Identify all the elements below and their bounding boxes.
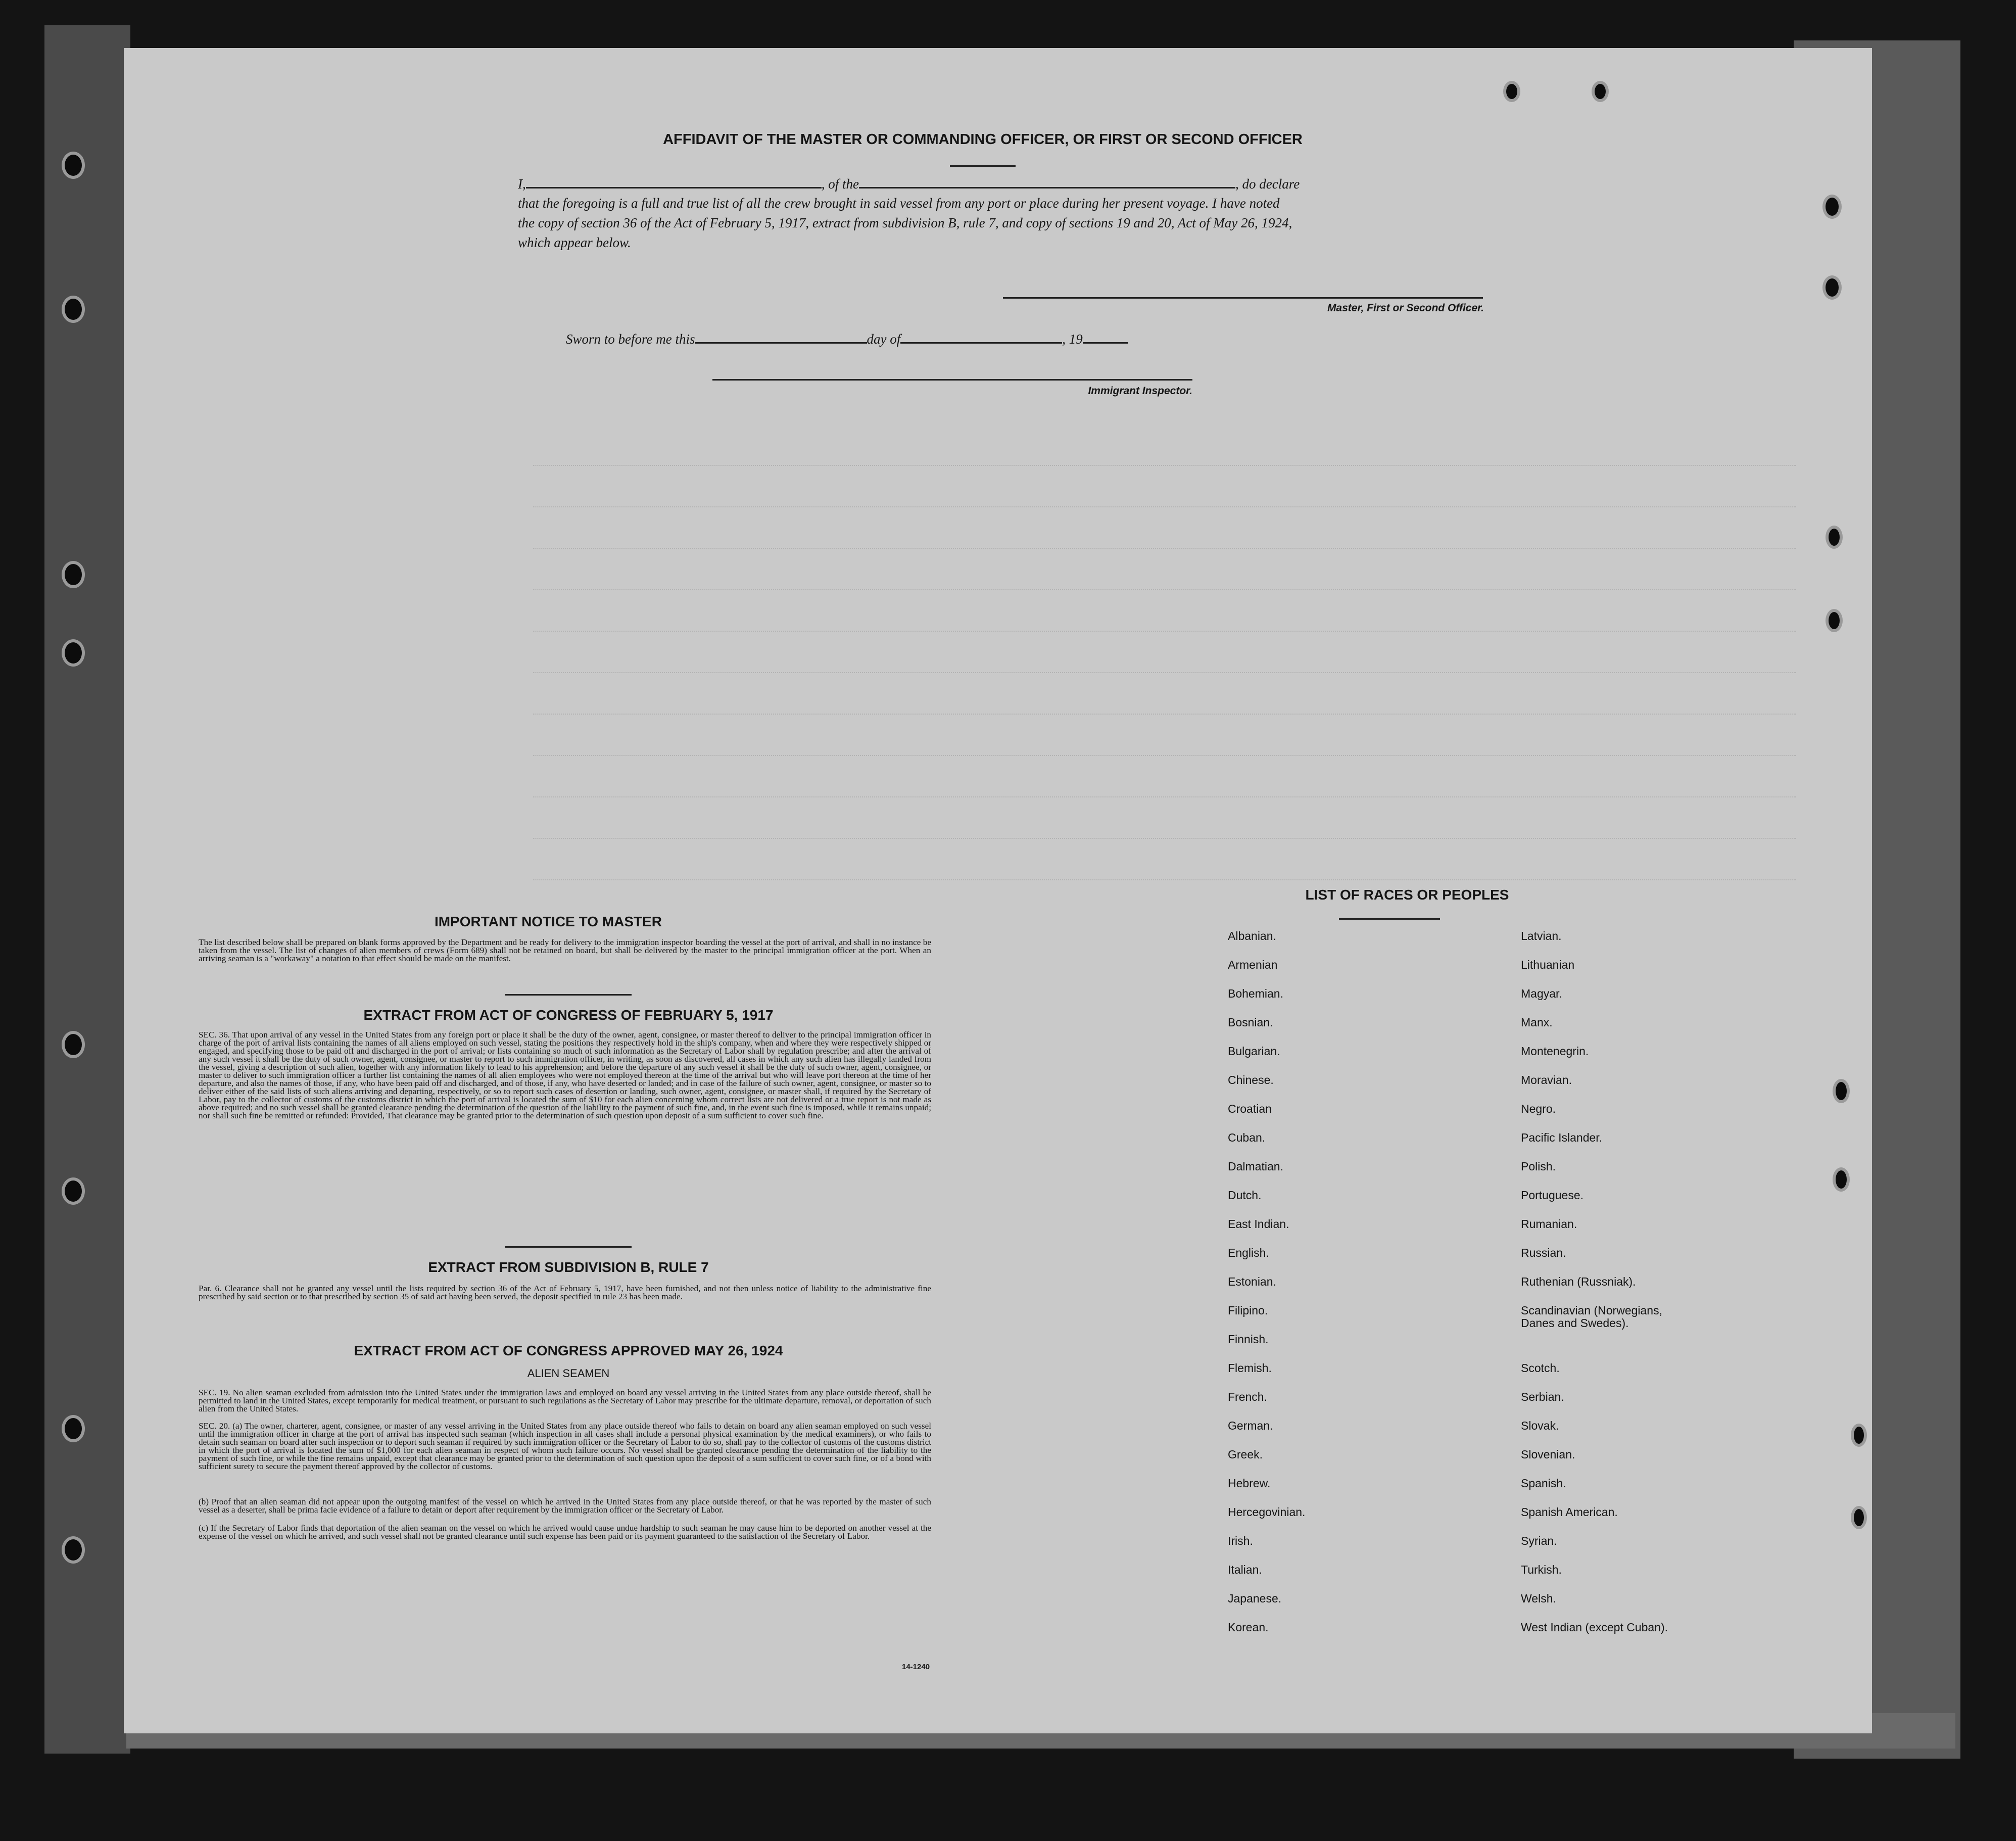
binder-hole-icon	[62, 1415, 85, 1442]
affidavit-declaration-line	[518, 176, 1300, 192]
race-item: Greek.	[1228, 1448, 1263, 1461]
race-item: Latvian.	[1521, 929, 1562, 942]
race-item: Welsh.	[1521, 1592, 1556, 1605]
race-item: French.	[1228, 1390, 1267, 1403]
form-number: 14-1240	[902, 1663, 930, 1671]
master-signature-label: Master, First or Second Officer.	[1327, 302, 1484, 314]
race-item: Spanish American.	[1521, 1505, 1618, 1519]
punch-hole-icon	[1822, 275, 1842, 300]
race-item: German.	[1228, 1419, 1273, 1432]
race-item: Pacific Islander.	[1521, 1131, 1603, 1144]
rule7-text: Par. 6. Clearance shall not be granted any vessel until the lists required by section 36 of the Act of February 5, 1917, have been furnished, and not then unless notice of liability to the administrative fine prescribed by said section or to that prescribed by section 35 of said act having been served, the deposit specified in rule 23 has been made.	[199, 1284, 931, 1301]
race-item: East Indian.	[1228, 1217, 1289, 1231]
manifest-page	[124, 48, 1872, 1733]
sworn-line	[566, 331, 1128, 347]
affidavit-body-line: the copy of section 36 of the Act of February 5, 1917, extract from subdivision B, rule 7, and copy of sections 19 and 20, Act of May 26, 1924,	[518, 215, 1292, 230]
race-item: Scotch.	[1521, 1361, 1560, 1375]
sworn-day-blank[interactable]	[695, 331, 867, 344]
punch-hole-icon	[1822, 195, 1842, 219]
race-item: Armenian	[1228, 958, 1278, 971]
binder-strip	[44, 25, 130, 1754]
punch-hole-icon	[1851, 1506, 1867, 1529]
race-item: Irish.	[1228, 1534, 1253, 1547]
race-item: Rumanian.	[1521, 1217, 1577, 1231]
races-column-left	[1228, 930, 1305, 1650]
punch-hole-icon	[1851, 1424, 1867, 1447]
race-item: Slovak.	[1521, 1419, 1559, 1432]
affidavit-i-label: I,	[518, 176, 526, 192]
race-item: Portuguese.	[1521, 1189, 1584, 1202]
extract-1917-text: SEC. 36. That upon arrival of any vessel in the United States from any foreign port or place it shall be the duty of the owner, agent, consignee, or master thereof to deliver to the principal immigration officer in charge of the port of arrival lists containing the names of all aliens employed on such vessel, stating the positions they respectively hold in the ship's company, when and where they were respectively shipped or engaged, and specifying those to be paid off and discharged in the port of arrival; or lists containing so much of such information as the Secretary of Labor shall by regulation prescribe; and after the arrival of any such vessel it shall be the duty of such owner, agent, consignee, or master to report to such immigration officer, in writing, as soon as discovered, all cases in which any such alien has illegally landed from the vessel, giving a description of such alien, together with any information likely to lead to his apprehension; and before the departure of any such vessel it shall be the duty of such owner, agent, consignee, or master to deliver to such immigration officer a further list containing the names of all alien employees who were not employed thereon at the time of the arrival but who will leave port thereon at the time of her departure, and also the names of those, if any, who have been paid off and discharged, and of those, if any, who have deserted or landed; and in case of the failure of such owner, agent, consignee, or master so to deliver either of the said lists of such aliens arriving and departing, respectively, or so to report such cases of desertion or landing, such owner, agent, consignee, or master shall, if required by the Secretary of Labor, pay to the collector of customs of the customs district in which the port of arrival is located the sum of $10 for each alien concerning whom correct lists are not delivered or a true report is not made as above required; and no such vessel shall be granted clearance pending the determination of the question of the liability to the payment of such fine, and, in the event such fine is imposed, while it remains unpaid; nor shall such fine be remitted or refunded: Provided, That clearance may be granted prior to the determination of such question upon deposit of a sum sufficient to cover such fine.	[199, 1030, 931, 1120]
master-name-blank[interactable]	[526, 176, 822, 188]
races-column-right	[1521, 930, 1668, 1650]
race-item: Finnish.	[1228, 1333, 1269, 1346]
race-item: Korean.	[1228, 1621, 1269, 1634]
race-item: English.	[1228, 1246, 1269, 1259]
race-item: West Indian (except Cuban).	[1521, 1621, 1668, 1634]
notice-title: IMPORTANT NOTICE TO MASTER	[434, 914, 662, 929]
race-item: Albanian.	[1228, 929, 1276, 942]
title-rule	[950, 165, 1016, 167]
affidavit-body-line: that the foregoing is a full and true list of all the crew brought in said vessel from any port or place during her present voyage. I have noted	[518, 196, 1280, 211]
race-item: Ruthenian (Russniak).	[1521, 1275, 1636, 1288]
race-item: Montenegrin.	[1521, 1045, 1589, 1058]
race-item: Dutch.	[1228, 1189, 1262, 1202]
binder-hole-icon	[62, 1177, 85, 1205]
race-item: Bosnian.	[1228, 1016, 1273, 1029]
binder-hole-icon	[62, 561, 85, 588]
binder-hole-icon	[62, 152, 85, 179]
binder-hole-icon	[62, 639, 85, 667]
binder-hole-icon	[62, 1031, 85, 1058]
races-title-rule	[1339, 918, 1440, 920]
race-item: Scandinavian (Norwegians, Danes and Swedes).	[1521, 1304, 1662, 1330]
race-item: Filipino.	[1228, 1304, 1268, 1317]
sec20b-text: (b) Proof that an alien seaman did not appear upon the outgoing manifest of the vessel on which he arrived in the United States from any place outside thereof, or that he was reported by the master of such vessel as a deserter, shall be prima facie evidence of a failure to detain or deport after requirement by the immigration officer or the Secretary of Labor.	[199, 1497, 931, 1515]
punch-hole-icon	[1826, 609, 1843, 632]
race-item: Slovenian.	[1521, 1448, 1575, 1461]
race-item: Italian.	[1228, 1563, 1262, 1576]
sworn-year-blank[interactable]	[1083, 331, 1128, 344]
sec19-text: SEC. 19. No alien seaman excluded from admission into the United States under the immigration laws and employed on board any vessel arriving in the United States from any place outside thereof, shall be permitted to land in the United States, except temporarily for medical treatment, or pursuant to such regulations as the Secretary of Labor may prescribe for the ultimate departure, removal, or deportation of such alien from the United States.	[199, 1388, 931, 1413]
extract-1924-title: EXTRACT FROM ACT OF CONGRESS APPROVED MAY 26, 1924	[354, 1343, 783, 1358]
bleed-through-text	[533, 424, 1796, 930]
punch-hole-icon	[1833, 1167, 1850, 1192]
punch-hole-icon	[1592, 81, 1609, 102]
race-item: Chinese.	[1228, 1073, 1274, 1087]
inspector-signature-line[interactable]	[712, 379, 1192, 381]
race-item: Lithuanian	[1521, 958, 1575, 971]
binder-hole-icon	[62, 296, 85, 323]
race-item: Dalmatian.	[1228, 1160, 1283, 1173]
sworn-prefix: Sworn to before me this	[566, 332, 695, 347]
race-item: Serbian.	[1521, 1390, 1564, 1403]
binder-hole-icon	[62, 1536, 85, 1564]
race-item: Syrian.	[1521, 1534, 1557, 1547]
race-item: Moravian.	[1521, 1073, 1572, 1087]
race-item: Estonian.	[1228, 1275, 1276, 1288]
section-divider	[505, 1246, 632, 1248]
alien-seamen-subtitle: ALIEN SEAMEN	[527, 1367, 610, 1380]
notice-text: The list described below shall be prepared on blank forms approved by the Department and be ready for delivery to the immigration inspector boarding the vessel at the port of arrival, and shall in no instance be taken from the vessel. The list of changes of alien members of crews (Form 689) shall not be retained on board, but shall be delivered by the master to the principal immigration officer at the port. When an arriving seaman is a "workaway" a notation to that effect should be made on the manifest.	[199, 937, 931, 963]
sworn-year: , 19	[1062, 332, 1083, 347]
race-item: Japanese.	[1228, 1592, 1282, 1605]
race-item: Croatian	[1228, 1102, 1272, 1115]
race-item: Turkish.	[1521, 1563, 1562, 1576]
race-item: Bohemian.	[1228, 987, 1283, 1000]
race-item: Manx.	[1521, 1016, 1553, 1029]
inspector-signature-label: Immigrant Inspector.	[1088, 385, 1192, 397]
affidavit-declare-label: , do declare	[1235, 176, 1300, 192]
extract-1917-title: EXTRACT FROM ACT OF CONGRESS OF FEBRUARY 5, 1917	[363, 1007, 774, 1023]
punch-hole-icon	[1503, 81, 1520, 102]
section-divider	[505, 994, 632, 996]
sec20c-text: (c) If the Secretary of Labor finds that deportation of the alien seaman on the vessel on which he arrived would cause undue hardship to such seaman he may cause him to be deported on another vessel at the expense of the vessel on which he arrived, and such vessel shall not be granted clearance until such expense has been paid or its payment guaranteed to the satisfaction of the Secretary of Labor.	[199, 1523, 931, 1541]
sec20a-text: SEC. 20. (a) The owner, charterer, agent, consignee, or master of any vessel arriving in the United States from any place outside thereof who fails to detain on board any alien seaman employed on such vessel until the immigration officer in charge at the port of arrival has inspected such seaman (which inspection in all cases shall include a personal physical examination by the medical examiners), or who fails to detain such seaman on board after such inspection or to deport such seaman if required by such immigration officer or the Secretary of Labor to do so, shall pay to the collector of customs of the customs district in which the port of arrival is located the sum of $1,000 for each alien seaman in respect of whom such failure occurs. No vessel shall be granted clearance pending the determination of the liability to the payment of such fine, or while the fine remains unpaid, except that clearance may be granted prior to the determination of such question upon the deposit of a sum sufficient to cover such fine, or of a bond with sufficient surety to secure the payment thereof approved by the collector of customs.	[199, 1421, 931, 1471]
race-item: Hercegovinian.	[1228, 1505, 1306, 1519]
punch-hole-icon	[1826, 526, 1843, 549]
sworn-day-of: day of	[867, 332, 901, 347]
race-item: Hebrew.	[1228, 1477, 1271, 1490]
races-title: LIST OF RACES OR PEOPLES	[1305, 887, 1509, 903]
affidavit-of-the-label: , of the	[821, 176, 859, 192]
master-signature-line[interactable]	[1003, 297, 1483, 299]
race-item: Flemish.	[1228, 1361, 1272, 1375]
race-item: Russian.	[1521, 1246, 1566, 1259]
affidavit-body-line: which appear below.	[518, 235, 631, 250]
sworn-month-blank[interactable]	[900, 331, 1062, 344]
race-item: Polish.	[1521, 1160, 1556, 1173]
race-item: Magyar.	[1521, 987, 1562, 1000]
race-item: Negro.	[1521, 1102, 1556, 1115]
race-item: Spanish.	[1521, 1477, 1566, 1490]
vessel-name-blank[interactable]	[859, 176, 1235, 188]
race-item: Bulgarian.	[1228, 1045, 1280, 1058]
rule7-title: EXTRACT FROM SUBDIVISION B, RULE 7	[428, 1259, 709, 1275]
race-item: Cuban.	[1228, 1131, 1266, 1144]
punch-hole-icon	[1833, 1079, 1850, 1103]
affidavit-title: AFFIDAVIT OF THE MASTER OR COMMANDING OFFICER, OR FIRST OR SECOND OFFICER	[663, 131, 1303, 148]
